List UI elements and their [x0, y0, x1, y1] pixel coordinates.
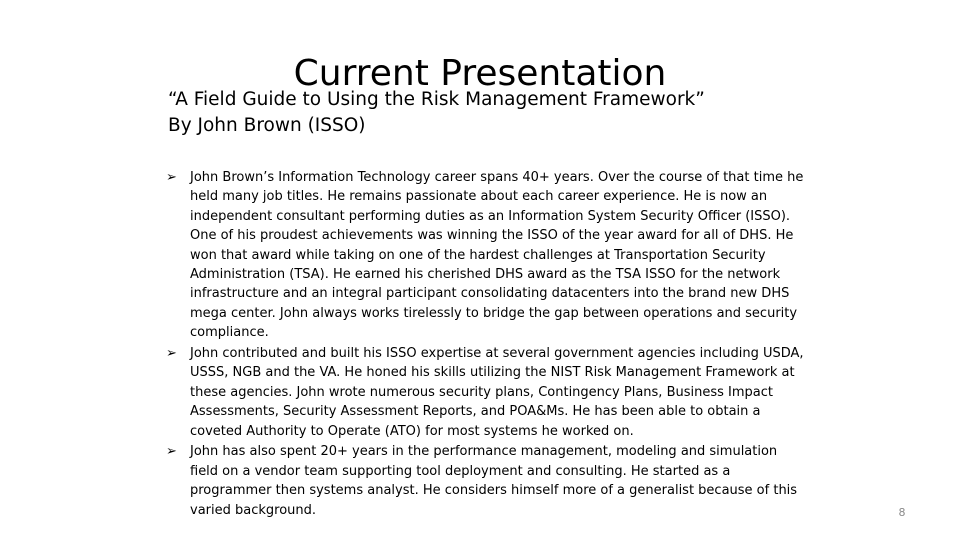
bullet-list: [166, 168, 806, 521]
page-number: 8: [898, 506, 906, 519]
bullet-text-agencies: John contributed and built his ISSO expertise at several government agencies including USDA, USSS, NGB and the VA. He honed his skills utilizing the NIST Risk Management Framework at these agencies. John wrote numerous security plans, Contingency Plans, Business Impact Assessments, Security Assessment Reports, and POA&Ms. He has been able to obtain a coveted Authority to Operate (ATO) for most systems he worked on.: [190, 345, 804, 439]
arrow-bullet-icon: ➢: [166, 170, 177, 185]
bullet-text-performance: John has also spent 20+ years in the performance management, modeling and simulation field on a vendor team supporting tool deployment and consulting. He started as a programmer then systems analyst. He considers himself more of a generalist because of this varied background.: [190, 444, 798, 518]
bullet-item-agencies: [166, 344, 806, 441]
bullet-item-performance: [166, 442, 806, 520]
arrow-bullet-icon: ➢: [166, 345, 177, 361]
slide-title: Current Presentation: [293, 53, 667, 95]
arrow-bullet-icon: ➢: [166, 444, 177, 460]
bullet-text-career: John Brown’s Information Technology career spans 40+ years. Over the course of that time he held many job titles. He remains passionate about each career experience. He is now an independent consultant performing duties as an Information System Security Officer (ISSO). One of his proudest achievements was winning the ISSO of the year award for all of DHS. He won that award while taking on one of the hardest challenges at Transportation Security Administration (TSA). He earned his cherished DHS award as the TSA ISSO for the network infrastructure and an integral participant consolidating datacenters into the brand new DHS mega center. John always works tirelessly to bridge the gap between operations and security compliance.: [190, 170, 804, 341]
presentation-subtitle: [168, 87, 868, 139]
bullet-item-career: [166, 168, 806, 343]
subtitle-author-line: By John Brown (ISSO): [168, 115, 366, 136]
subtitle-title-line: “A Field Guide to Using the Risk Management Framework”: [168, 89, 705, 110]
